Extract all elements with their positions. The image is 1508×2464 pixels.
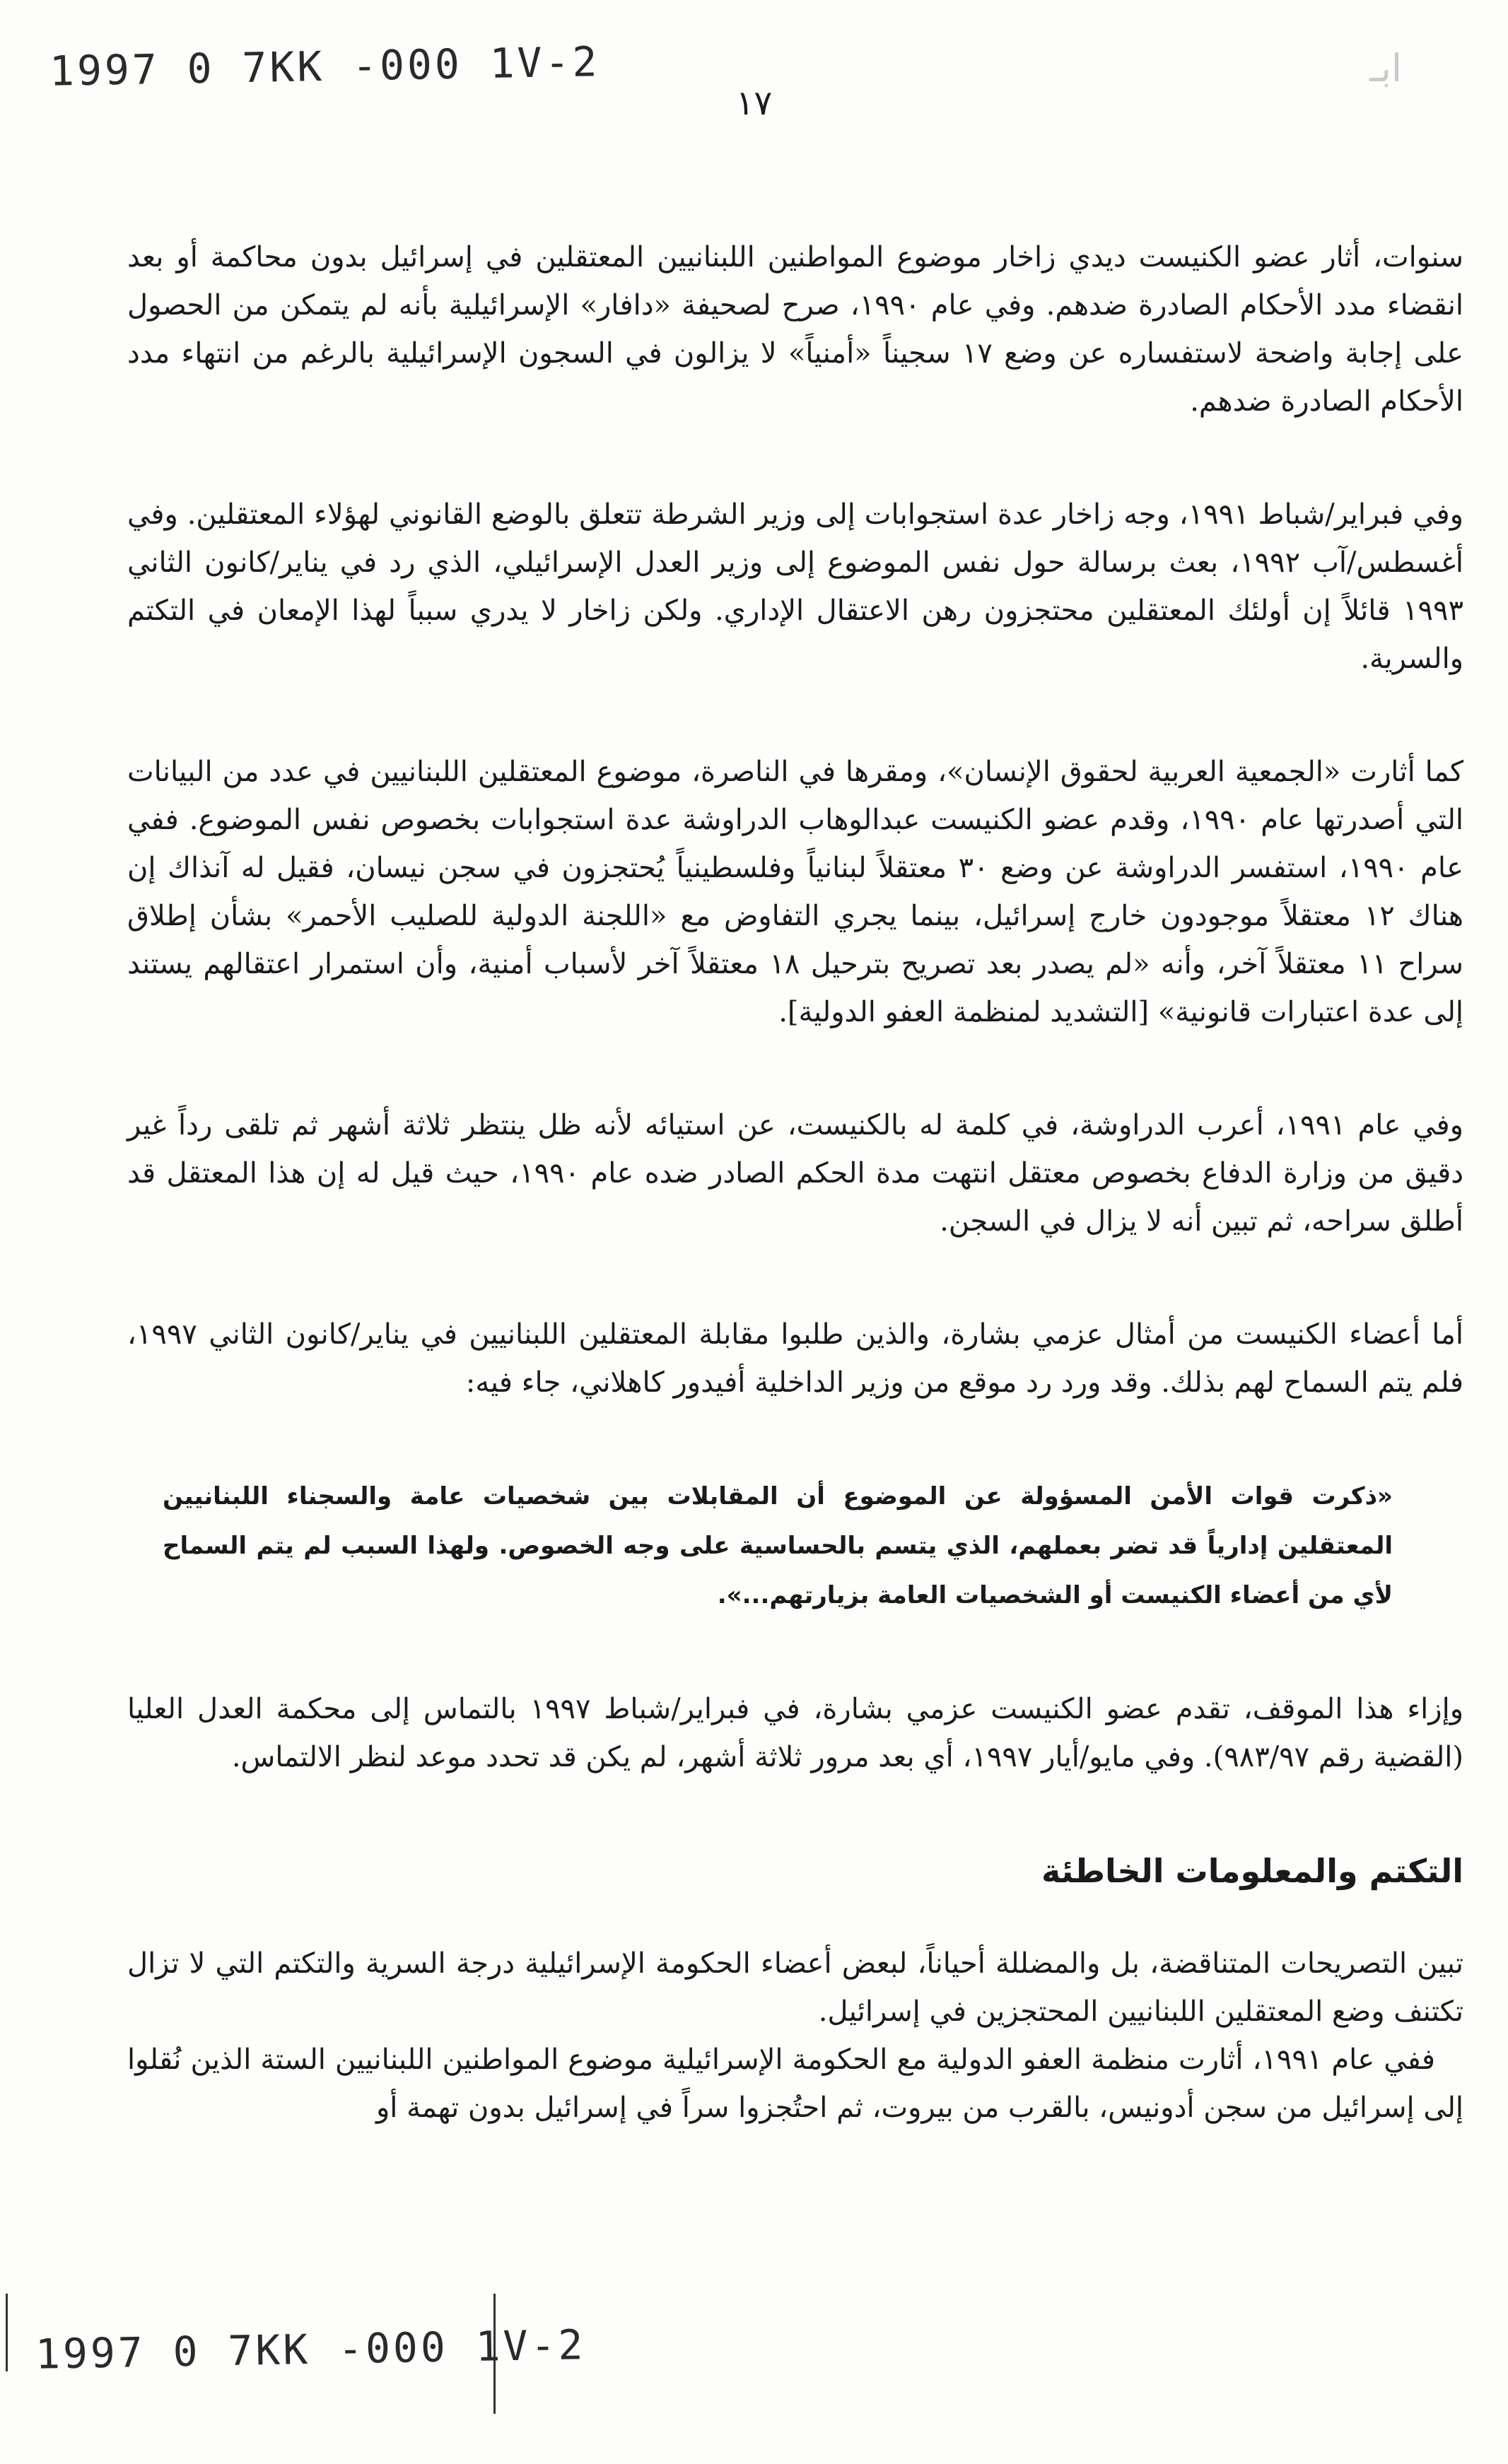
- handwritten-bracket-tick: [6, 2294, 8, 2371]
- block-quote: «ذكرت قوات الأمن المسؤولة عن الموضوع أن المقابلات بين شخصيات عامة والسجناء اللبنانيين المعتقلين إدارياً قد تضر بعملهم، الذي يتسم بالحساسية على وجه الخصوص. ولهذا السبب لم يتم السماح لأي من أعضاء الكنيست أو الشخصيات العامة بزيارتهم...».: [163, 1482, 1393, 1609]
- paragraph-4: وفي عام ١٩٩١، أعرب الدراوشة، في كلمة له بالكنيست، عن استيائه لأنه ظل ينتظر ثلاثة أشهر ثم تلقى رداً غير دقيق من وزارة الدفاع بخصوص معتقل انتهت مدة الحكم الصادر ضده عام ١٩٩٠، حيث قيل له إن هذا المعتقل قد أطلق سراحه، ثم تبين أنه لا يزال في السجن.: [127, 1109, 1464, 1238]
- paragraph-3: كما أثارت «الجمعية العربية لحقوق الإنسان»، ومقرها في الناصرة، موضوع المعتقلين اللبنانيين في عدد من البيانات التي أصدرتها عام ١٩٩٠، وقدم عضو الكنيست عبدالوهاب الدراوشة عدة استجوابات بخصوص نفس الموضوع. ففي عام ١٩٩٠، استفسر الدراوشة عن وضع ٣٠ معتقلاً لبنانياً وفلسطينياً يُحتجزون في سجن نيسان، فقيل له آنذاك إن هناك ١٢ معتقلاً موجودون خارج إسرائيل، بينما يجري التفاوض مع «اللجنة الدولية للصليب الأحمر» بشأن إطلاق سراح ١١ معتقلاً آخر، وأنه «لم يصدر بعد تصريح بترحيل ١٨ معتقلاً آخر لأسباب أمنية، وأن استمرار اعتقالهم يستند إلى عدة اعتبارات قانونية» [التشديد لمنظمة العفو الدولية].: [127, 756, 1464, 1028]
- section-paragraph-1: تبين التصريحات المتناقضة، بل والمضللة أحياناً، لبعض أعضاء الحكومة الإسرائيلية درجة السرية والتكتم التي لا تزال تكتنف وضع المعتقلين اللبنانيين المحتجزين في إسرائيل.: [127, 1947, 1463, 2028]
- paragraph-2: وفي فبراير/شباط ١٩٩١، وجه زاخار عدة استجوابات إلى وزير الشرطة تتعلق بالوضع القانوني لهؤلاء المعتقلين. وفي أغسطس/آب ١٩٩٢، بعث برسالة حول نفس الموضوع إلى وزير العدل الإسرائيلي، الذي رد في يناير/كانون الثاني ١٩٩٣ قائلاً إن أولئك المعتقلين محتجزون رهن الاعتقال الإداري. ولكن زاخار لا يدري سبباً لهذا الإمعان في التكتم والسرية.: [127, 498, 1463, 675]
- section-paragraph-2: ففي عام ١٩٩١، أثارت منظمة العفو الدولية مع الحكومة الإسرائيلية موضوع المواطنين اللبنانيين الستة الذين نُقلوا إلى إسرائيل من سجن أدونيس، بالقرب من بيروت، ثم احتُجزوا سراً في إسرائيل بدون تهمة أو: [127, 2043, 1463, 2124]
- page-body: [127, 233, 1463, 2132]
- section-heading: التكتم والمعلومات الخاطئة: [1041, 1852, 1463, 1890]
- handwritten-reference-bottom: 1997 0 7KK -000 1V-2: [35, 2321, 586, 2378]
- faint-stamp-mark: ابـ: [1369, 46, 1402, 90]
- paragraph-after-quote: وإزاء هذا الموقف، تقدم عضو الكنيست عزمي بشارة، في فبراير/شباط ١٩٩٧ بالتماس إلى محكمة العدل العليا (القضية رقم ٩٨٣/٩٧). وفي مايو/أيار ١٩٩٧، أي بعد مرور ثلاثة أشهر، لم يكن قد تحدد موعد لنظر الالتماس.: [127, 1693, 1464, 1773]
- handwritten-reference-top: 1997 0 7KK -000 1V-2: [49, 37, 600, 95]
- page-number: ١٧: [735, 83, 773, 123]
- paragraph-1: سنوات، أثار عضو الكنيست ديدي زاخار موضوع المواطنين اللبنانيين المعتقلين في إسرائيل بدون محاكمة أو بعد انقضاء مدد الأحكام الصادرة ضدهم. وفي عام ١٩٩٠، صرح لصحيفة «دافار» الإسرائيلية بأنه لم يتمكن من الحصول على إجابة واضحة لاستفساره عن وضع ١٧ سجيناً «أمنياً» لا يزالون في السجون الإسرائيلية بالرغم من انتهاء مدد الأحكام الصادرة ضدهم.: [127, 241, 1464, 418]
- paragraph-5: أما أعضاء الكنيست من أمثال عزمي بشارة، والذين طلبوا مقابلة المعتقلين اللبنانيين في يناير/كانون الثاني ١٩٩٧، فلم يتم السماح لهم بذلك. وقد ورد رد موقع من وزير الداخلية أفيدور كاهلاني، جاء فيه:: [127, 1318, 1463, 1399]
